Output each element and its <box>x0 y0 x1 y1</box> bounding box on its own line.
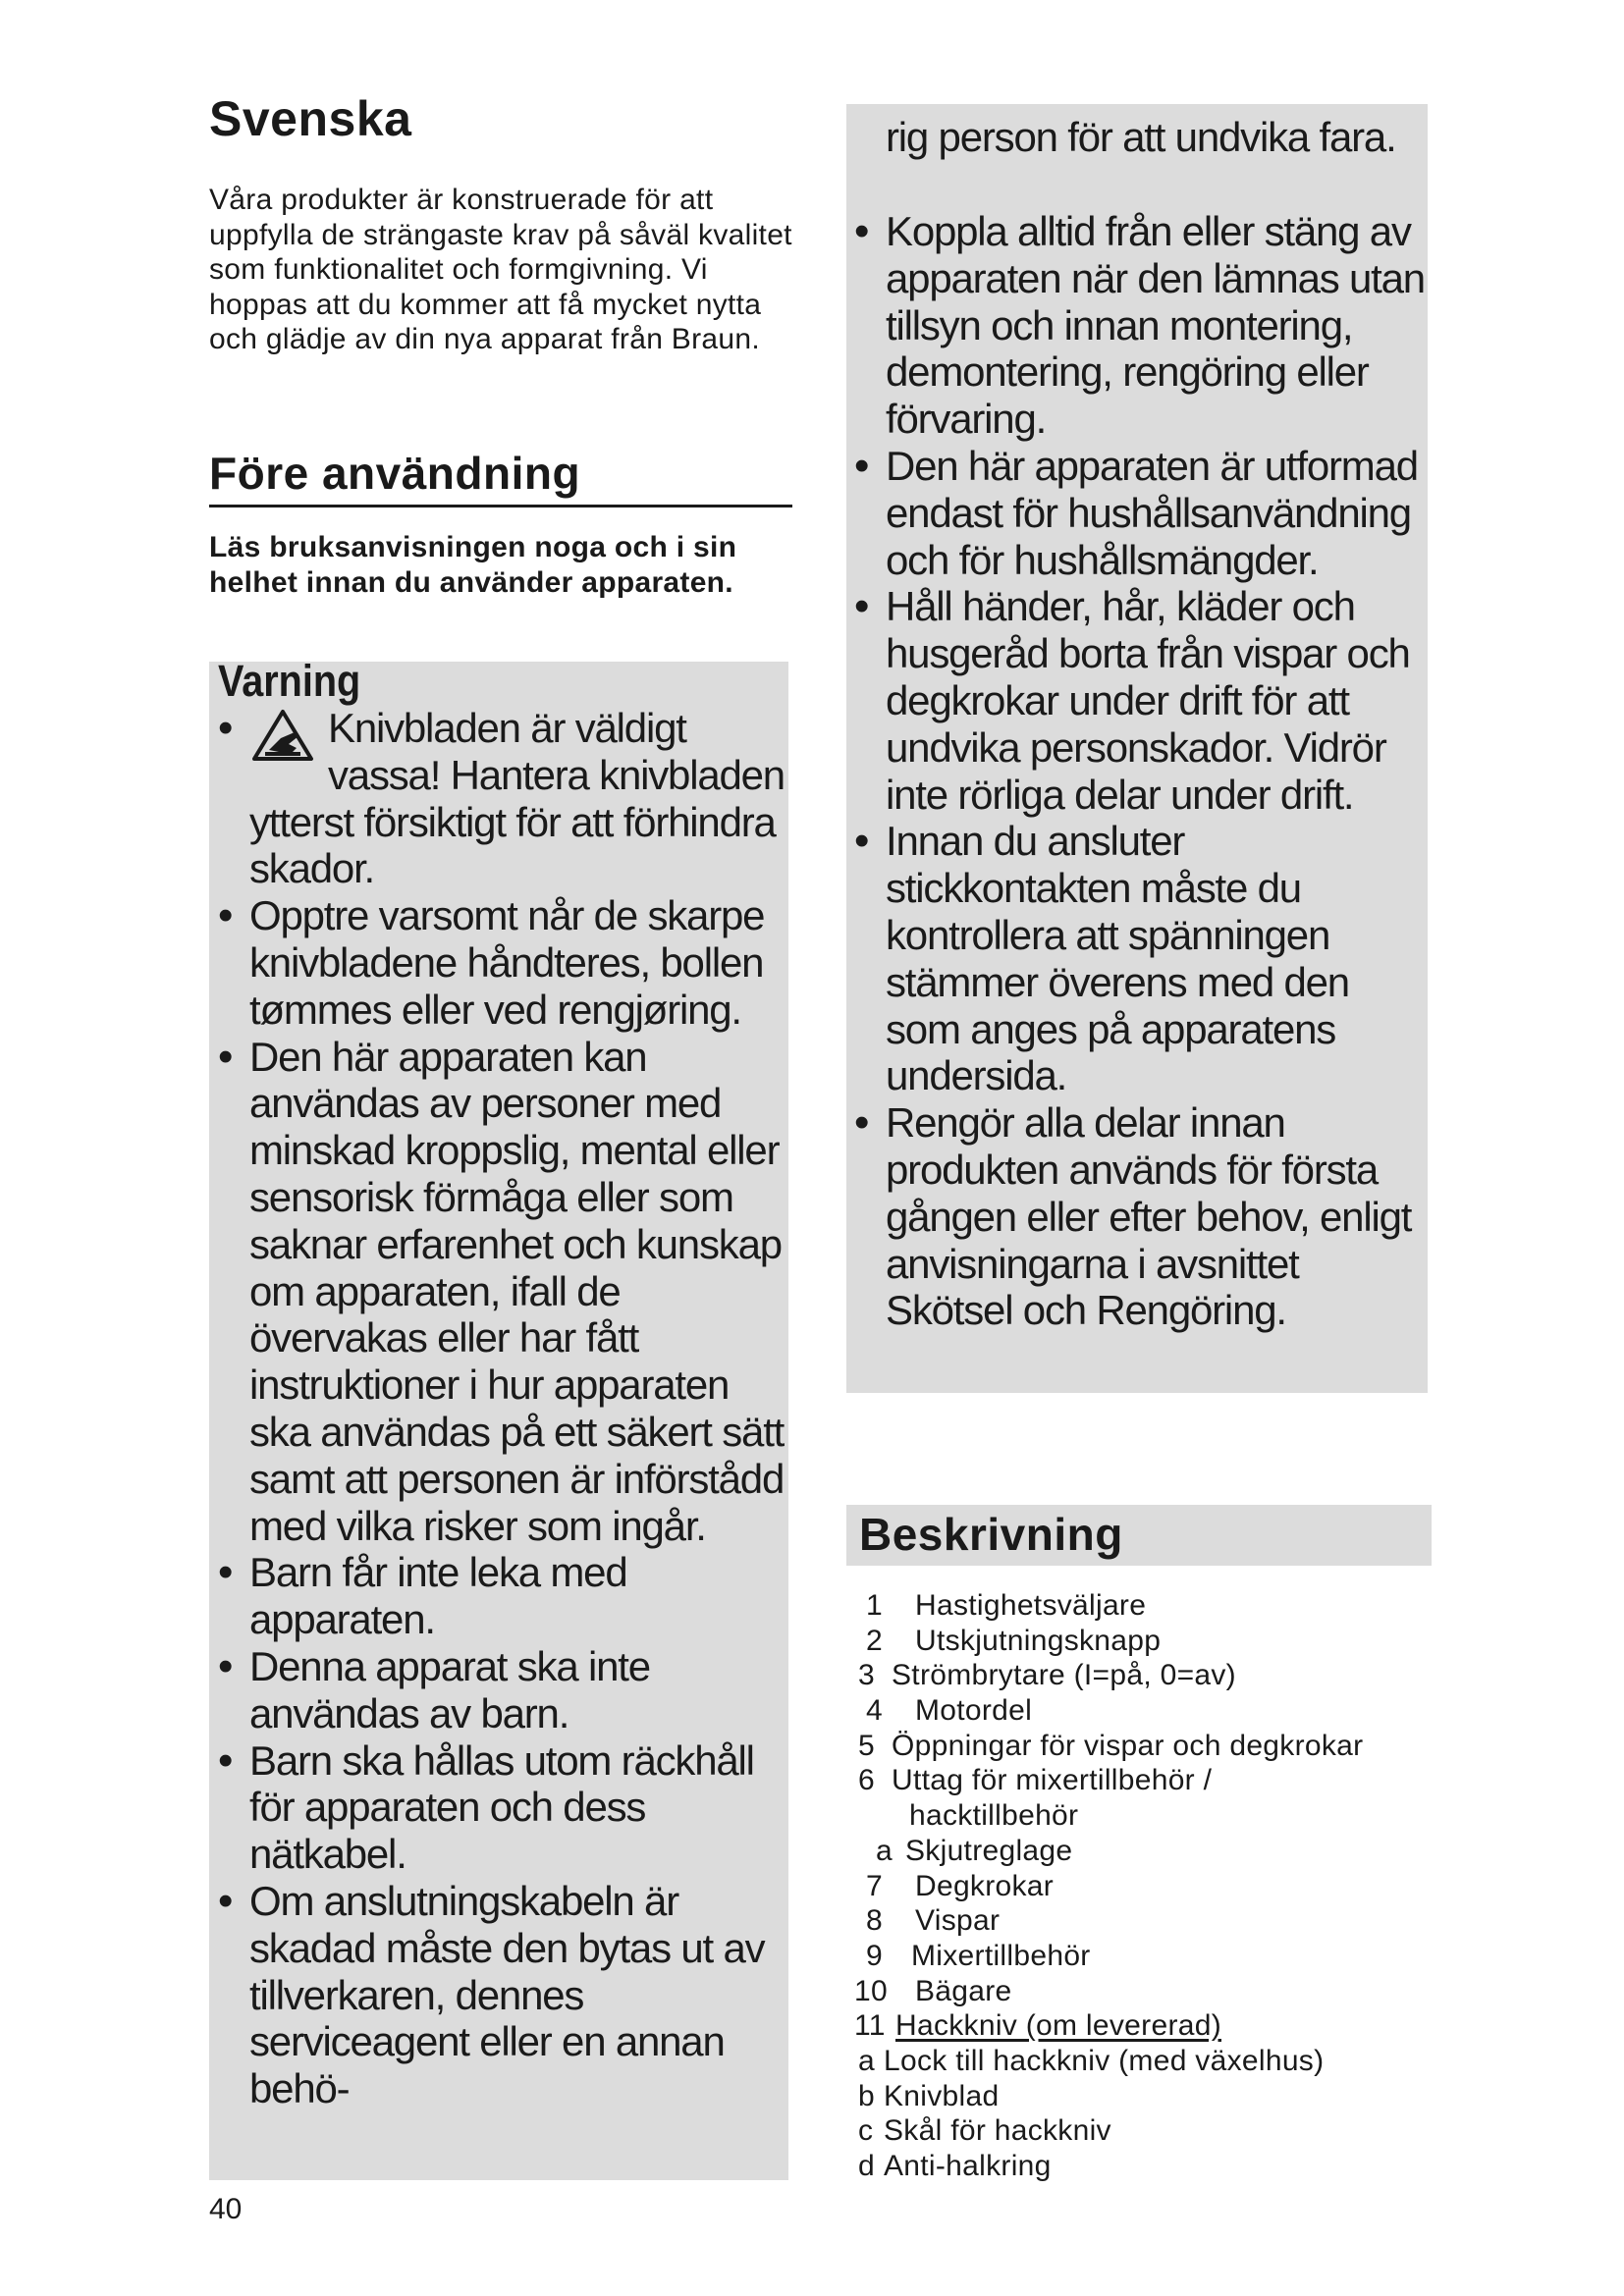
page-number: 40 <box>209 2193 243 2225</box>
part-label: Mixertillbehör <box>911 1939 1091 1972</box>
list-item <box>846 1798 1435 1834</box>
part-number: 1 <box>866 1589 883 1622</box>
list-item: • Den här apparaten kan användas av personer med minskad kroppslig, mental eller sensorisk förmåga eller som saknar erfarenhet och kunskap om apparaten, ifall de övervakas eller har fått instruktioner i hur apparaten ska användas på ett säkert sätt samt att personen är införstådd med vilka risker som ingår. <box>218 1034 787 1550</box>
warning-continuation: rig person för att undvika fara. <box>886 114 1396 160</box>
part-number: 5 <box>858 1729 875 1762</box>
list-item <box>846 2008 1435 2044</box>
part-label: Skål för hackkniv <box>884 2114 1111 2148</box>
list-item: • Koppla alltid från eller stäng av apparaten när den lämnas utan tillsyn och innan montering, demontering, rengöring eller förvaring. <box>854 208 1426 443</box>
list-item <box>846 1939 1435 1974</box>
list-item <box>218 705 787 892</box>
part-number: d <box>858 2150 875 2182</box>
cut-hazard-warning-icon <box>251 709 314 762</box>
part-number: 7 <box>866 1869 883 1902</box>
list-item <box>846 1763 1435 1798</box>
part-label: Motordel <box>915 1694 1033 1728</box>
part-number: 8 <box>866 1904 883 1938</box>
part-label: Vispar <box>915 1904 1001 1938</box>
part-label: Bägare <box>915 1974 1012 2007</box>
list-item: • Innan du ansluter stickkontakten måste du kontrollera att spänningen stämmer överens med den som anges på apparatens undersida. <box>854 818 1426 1099</box>
warning-heading: Varning <box>218 656 361 706</box>
part-label: Knivblad <box>884 2079 1000 2112</box>
part-label: Uttag för mixertillbehör / <box>892 1764 1213 1797</box>
list-item: • Den här apparaten är utformad endast för hushållsanvändning och för hushållsmängder. <box>854 443 1426 583</box>
part-number: a <box>858 2044 875 2077</box>
part-label: Hastighetsväljare <box>915 1589 1147 1622</box>
list-item <box>846 1903 1435 1939</box>
list-item: • Denna apparat ska inte användas av barn. <box>218 1643 787 1737</box>
part-label: Lock till hackkniv (med växelhus) <box>884 2044 1325 2077</box>
part-label: Öppningar för vispar och degkrokar <box>892 1729 1364 1762</box>
list-item <box>846 1729 1435 1764</box>
part-label: Anti-halkring <box>884 2150 1052 2182</box>
part-number: 10 <box>854 1974 888 2007</box>
language-title: Svenska <box>209 91 412 146</box>
list-item: • Barn ska hållas utom räckhåll för apparaten och dess nätkabel. <box>218 1737 787 1878</box>
warning-item-text: • Knivbladen är väldigt vassa! Hantera knivbladen ytterst försiktigt för att förhindra skador. <box>249 705 785 892</box>
list-item <box>846 2149 1435 2184</box>
part-number: 2 <box>866 1624 883 1657</box>
list-item <box>846 2079 1435 2114</box>
list-item <box>846 1869 1435 1904</box>
list-item: • Rengör alla delar innan produkten används för första gången eller efter behov, enligt anvisningarna i avsnittet Skötsel och Rengöring. <box>854 1099 1426 1334</box>
warning-list-continued <box>854 208 1426 1334</box>
part-number: 9 <box>866 1939 883 1972</box>
list-item <box>846 2113 1435 2149</box>
list-item <box>846 1588 1435 1624</box>
list-item <box>846 1658 1435 1693</box>
read-instructions-note: Läs bruksanvisningen noga och i sin helhet innan du använder apparaten. <box>209 531 737 599</box>
part-label: hacktillbehör <box>909 1799 1079 1833</box>
list-item <box>846 1693 1435 1729</box>
description-heading: Beskrivning <box>859 1509 1123 1560</box>
list-item: • Om anslutningskabeln är skadad måste den bytas ut av tillverkaren, dennes serviceagent eller en annan behö- <box>218 1878 787 2112</box>
list-item: • Opptre varsomt når de skarpe knivbladene håndteres, bollen tømmes eller ved rengjøring. <box>218 892 787 1033</box>
part-label: Strömbrytare (I=på, 0=av) <box>892 1659 1236 1692</box>
list-item <box>846 1624 1435 1659</box>
intro-paragraph: Våra produkter är konstruerade för att uppfylla de strängaste krav på såväl kvalitet som funktionalitet och formgivning. Vi hoppas att du kommer att få mycket nytta och glädje av din nya apparat från Braun. <box>209 184 792 355</box>
list-item: • Barn får inte leka med apparaten. <box>218 1549 787 1643</box>
part-number: b <box>858 2079 875 2112</box>
list-item <box>846 1974 1435 2009</box>
list-item <box>846 1834 1435 1869</box>
list-item: • Håll händer, hår, kläder och husgeråd borta från vispar och degkrokar under drift för att undvika personskador. Vidrör inte rörliga delar under drift. <box>854 583 1426 818</box>
part-number: 4 <box>866 1694 883 1728</box>
warning-list <box>218 705 787 2112</box>
part-label: Hackkniv (om levererad) <box>895 2009 1221 2043</box>
part-label: Skjutreglage <box>905 1834 1073 1867</box>
part-number: c <box>858 2114 874 2148</box>
part-number: 3 <box>858 1659 875 1692</box>
before-use-heading: Före användning <box>209 448 581 499</box>
part-label: Degkrokar <box>915 1869 1055 1902</box>
parts-list <box>846 1588 1435 2184</box>
part-number: 11 <box>854 2009 886 2043</box>
part-number: a <box>876 1834 893 1867</box>
part-label: Utskjutningsknapp <box>915 1624 1162 1657</box>
heading-divider <box>209 505 792 507</box>
part-number: 6 <box>858 1764 875 1797</box>
list-item <box>846 2044 1435 2079</box>
